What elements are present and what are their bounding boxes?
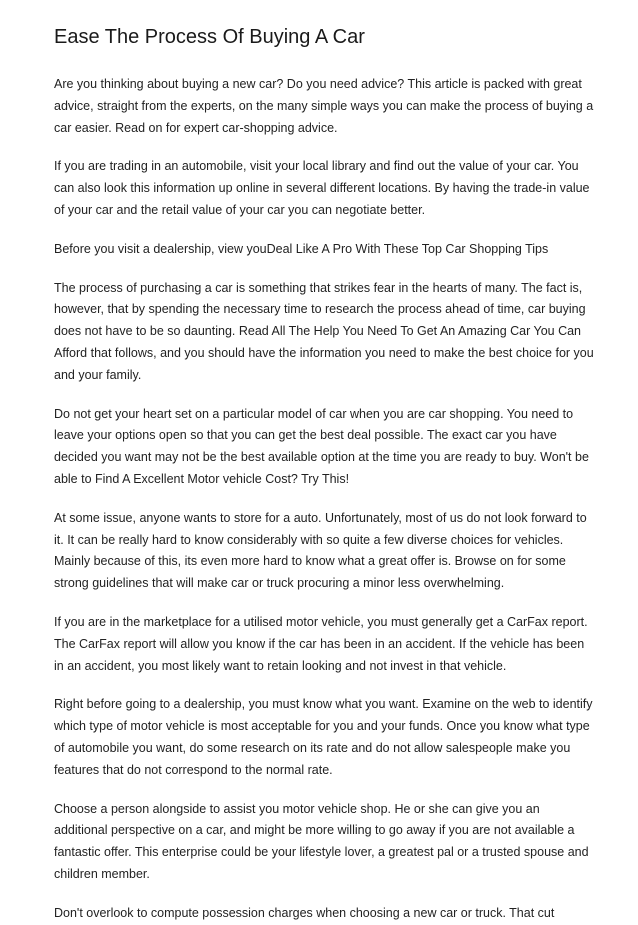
paragraph-2: If you are trading in an automobile, visit your local library and find out the value of your car. You can also look this information up online in several different locations. By having the trade-in value of your car and the retail value of your car you can negotiate better. [54,159,590,217]
document-title: Ease The Process Of Buying A Car [54,26,365,48]
paragraph-1: Are you thinking about buying a new car? Do you need advice? This article is packed with great advice, straight from the experts, on the many simple ways you can make the process of buying a car easier. Read on for expert car-shopping advice. [54,77,594,135]
paragraph-9: Choose a person alongside to assist you motor vehicle shop. He or she can give you an additional perspective on a car, and might be more willing to go away if you are not available a fantastic offer. This enterprise could be your lifestyle lover, a greatest pal or a trusted spouse and children member. [54,801,589,881]
paragraph-6: At some issue, anyone wants to store for a auto. Unfortunately, most of us do not look forward to it. It can be really hard to know considerably with so quite a few diverse choices for vehicles. Mainly because of this, its even more hard to know what a great offer is. Browse on for some strong guidelines that will make car or truck procuring a minor less overwhelming. [54,510,587,591]
document-page [54,24,594,925]
paragraph-3: Before you visit a dealership, view youDeal Like A Pro With These Top Car Shopping Tips [54,241,549,256]
paragraph-7: If you are in the marketplace for a utilised motor vehicle, you must generally get a CarFax report. The CarFax report will allow you know if the car has been in an accident. If the vehicle has been in an accident, you most likely want to retain looking and not invest in that vehicle. [54,614,588,673]
paragraph-10: Don't overlook to compute possession charges when choosing a new car or truck. That cut [54,905,555,920]
paragraph-4: The process of purchasing a car is something that strikes fear in the hearts of many. The fact is, however, that by spending the necessary time to research the process ahead of time, car buying does not have to be so daunting. Read All The Help You Need To Get An Amazing Car You Can Afford that follows, and you should have the information you need to make the best choice for you and your family. [54,280,594,382]
paragraph-5: Do not get your heart set on a particular model of car when you are car shopping. You need to leave your options open so that you can get the best deal possible. The exact car you have decided you want may not be the best available option at the time you are ready to buy. Won't be able to Find A Excellent Motor vehicle Cost? Try This! [54,406,589,486]
paragraph-8: Right before going to a dealership, you must know what you want. Examine on the web to identify which type of motor vehicle is most acceptable for you and your funds. Once you know what type of automobile you want, do some research on its rate and do not allow salespeople make you features that do not correspond to the normal rate. [54,697,593,777]
